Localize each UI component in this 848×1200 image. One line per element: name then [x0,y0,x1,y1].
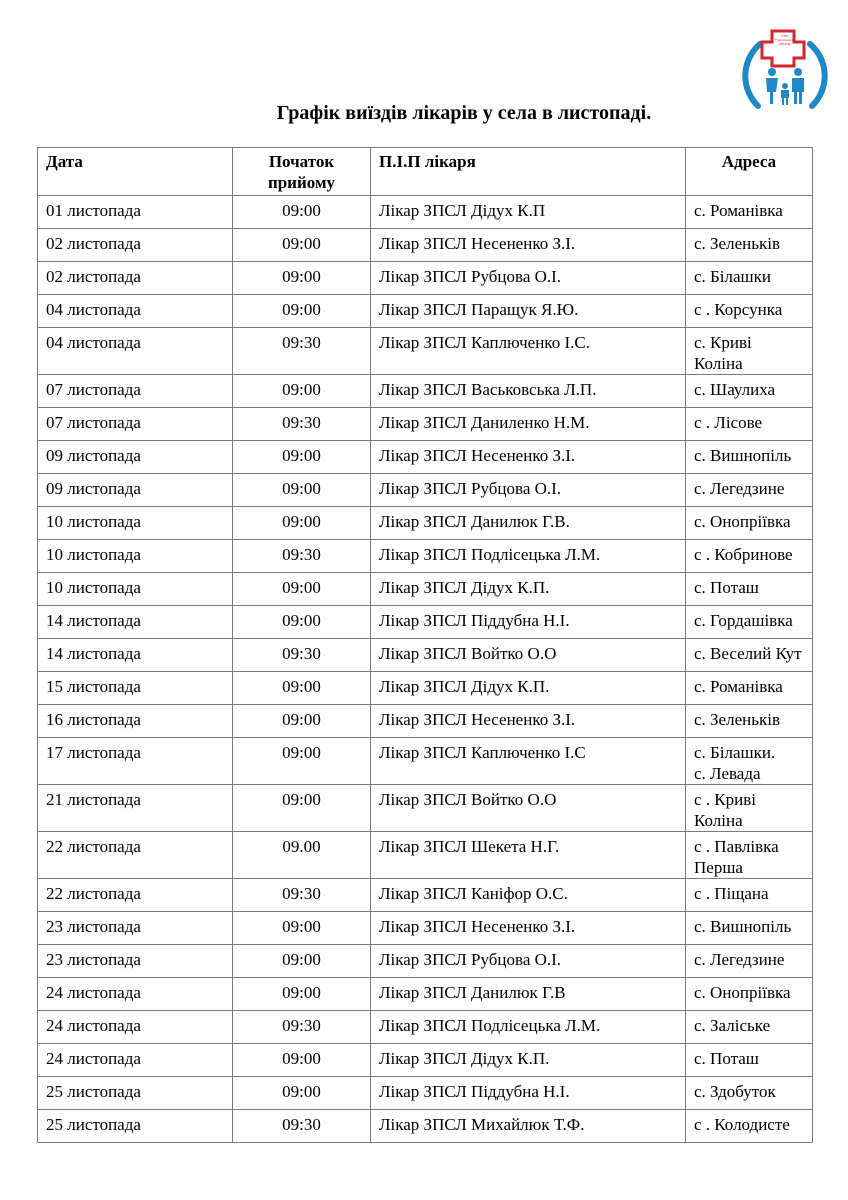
header-address: Адреса [686,148,813,196]
cell-start-time: 09:00 [233,785,371,832]
cell-start-time: 09:00 [233,1044,371,1077]
table-row [38,408,813,441]
cell-address [686,1044,813,1077]
cell-doctor: Лікар ЗПСЛ Несененко З.І. [371,229,686,262]
cell-start-time: 09:00 [233,474,371,507]
cell-date: 04 листопада [38,328,233,375]
table-row [38,705,813,738]
address-line: с. Поташ [694,1049,759,1068]
cell-start-time: 09:00 [233,262,371,295]
page-title: Графік виїздів лікарів у села в листопаді. [276,102,652,124]
cell-start-time: 09:00 [233,507,371,540]
cell-address [686,738,813,785]
cell-date: 25 листопада [38,1077,233,1110]
address-line: с. Здобуток [694,1082,776,1101]
table-row [38,328,813,375]
cell-date: 23 листопада [38,912,233,945]
table-row [38,832,813,879]
address-line: с . Кобринове [694,545,793,564]
cell-date: 02 листопада [38,229,233,262]
cell-address [686,1077,813,1110]
cell-doctor: Лікар ЗПСЛ Дідух К.П. [371,573,686,606]
cell-address [686,606,813,639]
header-doctor: П.І.П лікаря [371,148,686,196]
cell-date: 22 листопада [38,879,233,912]
cell-start-time: 09:00 [233,606,371,639]
cell-address [686,408,813,441]
cell-doctor: Лікар ЗПСЛ Шекета Н.Г. [371,832,686,879]
cell-start-time: 09:00 [233,229,371,262]
cell-start-time: 09:00 [233,738,371,785]
cell-doctor: Лікар ЗПСЛ Данилюк Г.В [371,978,686,1011]
cell-address [686,785,813,832]
cell-doctor: Лікар ЗПСЛ Данилюк Г.В. [371,507,686,540]
table-row [38,375,813,408]
address-line: с. Шаулиха [694,380,776,399]
address-line: с . Лісове [694,413,763,432]
cell-date: 09 листопада [38,441,233,474]
cell-address [686,832,813,879]
table-row [38,573,813,606]
cell-address [686,912,813,945]
cell-address [686,945,813,978]
cell-doctor: Лікар ЗПСЛ Васьковська Л.П. [371,375,686,408]
cell-address [686,507,813,540]
address-line: с. Білашки. [694,743,776,762]
clinic-logo-text: КНП "Гайсинський ЦПМСД" [774,34,796,46]
table-row [38,672,813,705]
cell-doctor: Лікар ЗПСЛ Каплюченко І.С [371,738,686,785]
cell-doctor: Лікар ЗПСЛ Подлісецька Л.М. [371,540,686,573]
address-line: с. Онопріївка [694,512,791,531]
cell-address [686,441,813,474]
cell-doctor: Лікар ЗПСЛ Несененко З.І. [371,705,686,738]
cell-start-time: 09:30 [233,1110,371,1143]
table-row [38,639,813,672]
cell-start-time: 09:00 [233,912,371,945]
cell-doctor: Лікар ЗПСЛ Несененко З.І. [371,441,686,474]
cell-date: 25 листопада [38,1110,233,1143]
cell-date: 21 листопада [38,785,233,832]
cell-date: 16 листопада [38,705,233,738]
cell-date: 24 листопада [38,978,233,1011]
cell-doctor: Лікар ЗПСЛ Паращук Я.Ю. [371,295,686,328]
table-row [38,879,813,912]
cell-address [686,705,813,738]
cell-date: 23 листопада [38,945,233,978]
cell-doctor: Лікар ЗПСЛ Михайлюк Т.Ф. [371,1110,686,1143]
cell-doctor: Лікар ЗПСЛ Каніфор О.С. [371,879,686,912]
cell-address [686,978,813,1011]
cell-doctor: Лікар ЗПСЛ Несененко З.І. [371,912,686,945]
table-row [38,785,813,832]
table-row [38,945,813,978]
cell-start-time: 09:30 [233,328,371,375]
table-row [38,1044,813,1077]
cell-address [686,328,813,375]
address-line: с. Заліське [694,1016,771,1035]
table-row [38,229,813,262]
cell-start-time: 09:00 [233,978,371,1011]
cell-start-time: 09:00 [233,295,371,328]
cell-address [686,262,813,295]
cell-doctor: Лікар ЗПСЛ Каплюченко І.С. [371,328,686,375]
address-line: с . Криві Коліна [694,790,756,830]
cell-doctor: Лікар ЗПСЛ Рубцова О.І. [371,474,686,507]
cell-address [686,672,813,705]
address-line: с. Веселий Кут [694,644,802,663]
address-line: с. Вишнопіль [694,446,792,465]
cell-start-time: 09.00 [233,832,371,879]
header-date: Дата [38,148,233,196]
cell-date: 17 листопада [38,738,233,785]
cell-doctor: Лікар ЗПСЛ Дідух К.П. [371,1044,686,1077]
table-row [38,196,813,229]
schedule-table [37,147,813,1143]
cell-date: 10 листопада [38,507,233,540]
address-line: с. Романівка [694,677,783,696]
address-line: с. Зеленьків [694,234,780,253]
table-header-row [38,148,813,196]
cell-date: 14 листопада [38,639,233,672]
cell-address [686,229,813,262]
cell-address [686,639,813,672]
header-start-time: Початок прийому [233,148,371,196]
table-row [38,474,813,507]
cell-address [686,1011,813,1044]
cell-start-time: 09:00 [233,573,371,606]
address-line: с. Онопріївка [694,983,791,1002]
table-row [38,606,813,639]
address-line: с . Колодисте [694,1115,790,1134]
address-line: с . Павлівка Перша [694,837,779,877]
cell-address [686,1110,813,1143]
address-line: с. Романівка [694,201,783,220]
cell-start-time: 09:30 [233,408,371,441]
table-row [38,912,813,945]
cell-doctor: Лікар ЗПСЛ Дідух К.П [371,196,686,229]
cell-start-time: 09:00 [233,375,371,408]
table-row [38,507,813,540]
address-line: с. Левада [694,764,761,783]
cell-date: 22 листопада [38,832,233,879]
address-line: с. Білашки [694,267,772,286]
table-row [38,1077,813,1110]
cell-address [686,540,813,573]
address-line: с. Вишнопіль [694,917,792,936]
table-row [38,738,813,785]
cell-date: 07 листопада [38,375,233,408]
cell-doctor: Лікар ЗПСЛ Даниленко Н.М. [371,408,686,441]
cell-date: 07 листопада [38,408,233,441]
cell-doctor: Лікар ЗПСЛ Войтко О.О [371,785,686,832]
cell-doctor: Лікар ЗПСЛ Рубцова О.І. [371,262,686,295]
cell-address [686,375,813,408]
cell-start-time: 09:00 [233,945,371,978]
table-row [38,1011,813,1044]
cell-address [686,474,813,507]
cell-doctor: Лікар ЗПСЛ Піддубна Н.І. [371,1077,686,1110]
address-line: с. Легедзине [694,479,785,498]
cell-address [686,196,813,229]
cell-date: 01 листопада [38,196,233,229]
cell-address [686,295,813,328]
address-line: с . Піщана [694,884,769,903]
cell-date: 02 листопада [38,262,233,295]
cell-address [686,879,813,912]
cell-start-time: 09:00 [233,705,371,738]
cell-date: 24 листопада [38,1011,233,1044]
cell-date: 15 листопада [38,672,233,705]
cell-start-time: 09:30 [233,879,371,912]
address-line: с. Гордашівка [694,611,793,630]
cell-doctor: Лікар ЗПСЛ Дідух К.П. [371,672,686,705]
cell-date: 24 листопада [38,1044,233,1077]
cell-start-time: 09:30 [233,639,371,672]
table-row [38,295,813,328]
address-line: с. Поташ [694,578,759,597]
cell-start-time: 09:00 [233,672,371,705]
schedule-body [38,196,813,1143]
cell-start-time: 09:30 [233,540,371,573]
table-row [38,1110,813,1143]
table-row [38,262,813,295]
address-line: с. Зеленьків [694,710,780,729]
cell-doctor: Лікар ЗПСЛ Піддубна Н.І. [371,606,686,639]
cell-start-time: 09:00 [233,1077,371,1110]
address-line: с . Корсунка [694,300,783,319]
cell-start-time: 09:00 [233,196,371,229]
address-line: с. Криві Коліна [694,333,752,373]
cell-doctor: Лікар ЗПСЛ Подлісецька Л.М. [371,1011,686,1044]
cell-date: 04 листопада [38,295,233,328]
table-row [38,978,813,1011]
cell-date: 14 листопада [38,606,233,639]
cell-start-time: 09:30 [233,1011,371,1044]
cell-address [686,573,813,606]
table-row [38,441,813,474]
cell-doctor: Лікар ЗПСЛ Рубцова О.І. [371,945,686,978]
table-row [38,540,813,573]
cell-doctor: Лікар ЗПСЛ Войтко О.О [371,639,686,672]
address-line: с. Легедзине [694,950,785,969]
cell-start-time: 09:00 [233,441,371,474]
cell-date: 09 листопада [38,474,233,507]
cell-date: 10 листопада [38,540,233,573]
cell-date: 10 листопада [38,573,233,606]
